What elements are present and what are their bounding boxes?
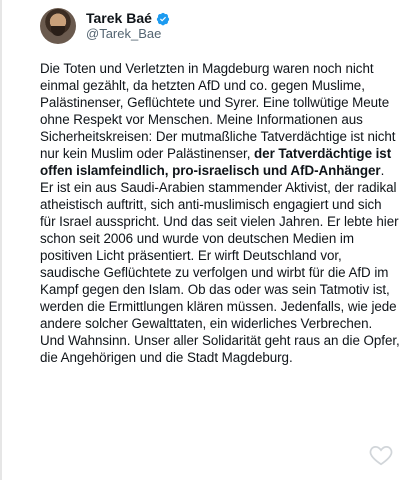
heart-icon[interactable] (368, 442, 394, 468)
name-row (86, 10, 170, 26)
page-edge (0, 0, 2, 480)
avatar[interactable] (40, 8, 76, 44)
tweet-header (40, 8, 170, 44)
tweet-text-bold: der Tatverdächtige ist offen islamfeindlich, pro-israelisch und AfD-Anhänger (40, 146, 392, 178)
author-handle[interactable]: @Tarek_Bae (86, 25, 162, 41)
tweet-text-part2: . Er ist ein aus Saudi-Arabien stammender Aktivist, der radikal atheistisch auftritt, sich anti-muslimisch engagiert und sich für Israel ausspricht. Und das seit vielen Jahren. Er lebte hier schon seit 2006 und wurde von deutschen Medien im positiven Licht präsentiert. Er wirft Deutschland vor, saudische Geflüchtete zu verfolgen und wirbt für die AfD im Kampf gegen den Islam. Ob das oder was sein Tatmotiv ist, werden die Ermittlungen klären müssen. Jedenfalls, wie jede andere solcher Gewalttaten, ein widerliches Verbrechen. Und Wahnsinn. Unser aller Solidarität geht raus an die Opfer, die Angehörigen und die Stadt Magdeburg. (40, 163, 400, 365)
author-display-name[interactable]: Tarek Baé (86, 10, 152, 27)
tweet-text-part1: Die Toten und Verletzten in Magdeburg waren noch nicht einmal gezählt, da hetzten AfD und co. gegen Muslime, Palästinenser, Geflüchtete und Syrer. Eine tollwütige Meute ohne Respekt vor Menschen. Meine Informationen aus Sicherheitskreisen: Der mutmaßliche Tatverdächtige ist nicht nur kein Muslim oder Palästinenser, (40, 61, 396, 161)
tweet-text (40, 60, 400, 366)
verified-badge-icon (156, 12, 170, 26)
author-names (86, 10, 170, 41)
